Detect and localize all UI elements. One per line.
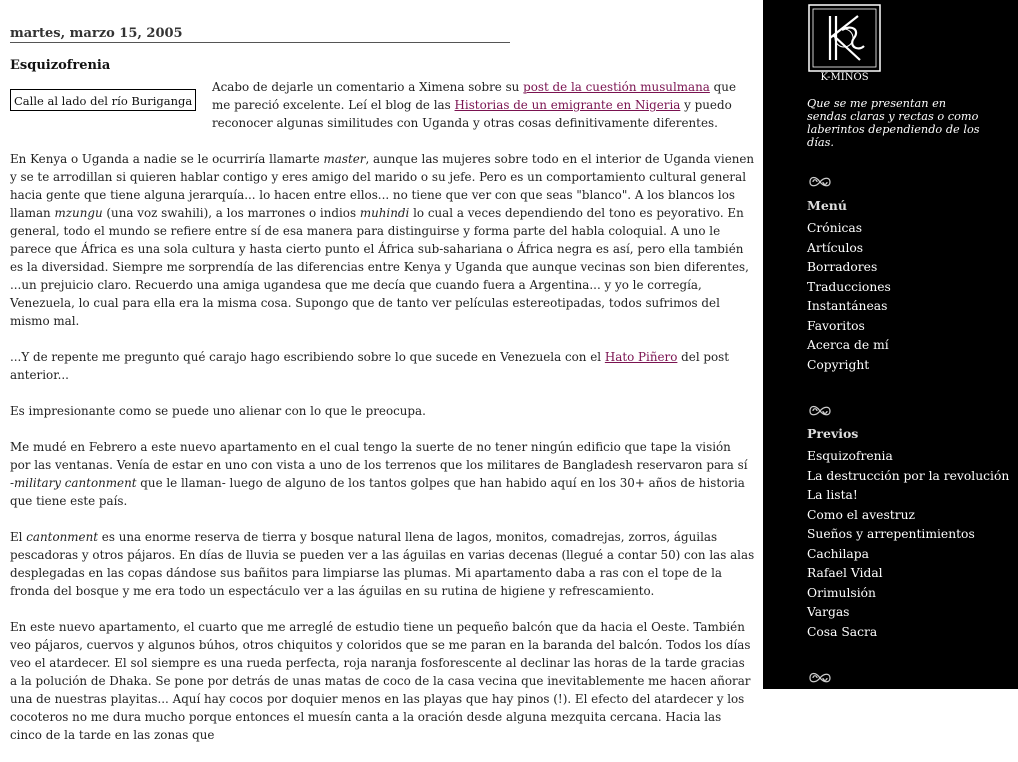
menu-heading: Menú (807, 198, 847, 213)
emphasis: cantonment (26, 530, 99, 544)
sidebar-previous-post-link[interactable]: Orimulsión (807, 585, 876, 600)
sidebar-menu-link[interactable]: Favoritos (807, 318, 865, 333)
logo-graphic (808, 4, 881, 82)
flourish-ornament-icon (807, 670, 833, 686)
post-paragraph-2 (10, 150, 755, 330)
flourish-ornament-icon (807, 403, 833, 419)
text-span: lo cual a veces dependiendo del tono es peyorativo. En general, todo el mundo se refiere entre sí de esa manera para distinguirse y forma parte del habla coloquial. A uno le parece que África es una sola cultura y hasta cierto punto el África sub-sahariana o África negra es así, pero ella también es la diversidad. Siempre me sorprendía de las diferencias entre Kenya y Uganda que aunque vecinas son bien diferentes, ...un prejuicio claro. Recuerdo una amiga ugandesa que me decía que cuando fuera a Argentina... y yo le corregía, Venezuela, lo cual para ella era la misma cosa. Supongo que de tanto ver películas estereotipadas, todos sufrimos del mismo mal. (10, 206, 749, 328)
text-span: que le llaman- luego de alguno de los tantos golpes que han habido aquí en los 30+ años de historia que tiene este país. (10, 476, 745, 508)
sidebar-previous-post-link[interactable]: Como el avestruz (807, 507, 915, 522)
previous-posts-heading: Previos (807, 426, 859, 441)
text-span: que me pareció excelente. Leí el blog de las (212, 80, 736, 112)
post-link-cuestion-musulmana[interactable]: post de la cuestión musulmana (523, 80, 710, 94)
text-span: Me mudé en Febrero a este nuevo apartamento en el cual tengo la suerte de no tener ningún edificio que tape la visión por las ventanas. Venía de estar en uno con vista a uno de los terrenos que los militares de Bangladesh reservaron para sí - (10, 440, 748, 490)
sidebar-menu-link[interactable]: Copyright (807, 357, 870, 372)
text-span: y puedo reconocer algunas similitudes con Uganda y otras cosas definitivamente diferentes. (212, 98, 732, 130)
post-body (10, 78, 755, 762)
sidebar-previous-post-link[interactable]: Esquizofrenia (807, 449, 893, 463)
post-paragraph-5 (10, 438, 755, 510)
sidebar-previous-post-link[interactable]: La lista! (807, 488, 858, 502)
sidebar-menu-link[interactable]: Artículos (807, 240, 864, 255)
sidebar-menu-link[interactable]: Borradores (807, 260, 878, 274)
sidebar-previous-post-link[interactable]: Rafael Vidal (807, 566, 883, 580)
logo-wordmark: K-MINOS (820, 72, 869, 83)
post-paragraph-4: Es impresionante como se puede uno alienar con lo que le preocupa. (10, 404, 426, 418)
date-header: martes, marzo 15, 2005 (10, 26, 510, 43)
sidebar-previous-post-link[interactable]: Cosa Sacra (807, 624, 878, 639)
post-paragraph-3 (10, 348, 755, 384)
post-paragraph-7: En este nuevo apartamento, el cuarto que me arreglé de estudio tiene un pequeño balcón que da hacia el Oeste. También veo pájaros, cuervos y algunos búhos, otros chiquitos y coloridos que se me paran en la baranda del balcón. Todos los días veo el atardecer. El sol siempre es una rueda perfecta, roja naranja fosforescente al declinar las horas de la tarde gracias a la polución de Dhaka. Se pone por detrás de unas matas de coco de la casa vecina que inevitablemente me hacen añorar una de nuestras playitas... Aquí hay cocos por doquier menos en las playas que hay pinos (!). El efecto del atardecer y los cocoteros no me dura mucho porque entonces el muesín canta a la oración desde alguna mezquita cercana. Hacia las cinco de la tarde en las zonas que (10, 620, 751, 742)
emphasis: military cantonment (14, 476, 137, 490)
k-minos-logo[interactable] (808, 4, 881, 82)
text-span: del post anterior... (10, 350, 730, 382)
sidebar-menu-link[interactable]: Crónicas (807, 221, 863, 235)
post-link-hato-pinero[interactable]: Hato Piñero (604, 350, 678, 364)
text-span: , aunque las mujeres sobre todo en el interior de Uganda vienen y se te arrodillan si quieren hablar contigo y eres amigo del marido o su jefe. Pero es un comportamiento cultural general hacia gente que tiene alguna jerarquía... lo hacen entre ellos... no tiene que ver con que seas "blanco". A los blancos los llaman (10, 152, 755, 220)
emphasis: muhindi (359, 206, 410, 220)
sidebar-menu-link[interactable]: Acerca de mí (807, 338, 889, 352)
emphasis: mzungu (54, 206, 103, 220)
flourish-ornament-icon (807, 174, 833, 190)
sidebar-previous-post-link[interactable]: Cachilapa (807, 546, 869, 561)
menu-list (807, 219, 891, 375)
text-span: Acabo de dejarle un comentario a Ximena sobre su (212, 80, 524, 94)
sidebar (763, 0, 1018, 689)
blog-tagline: Que se me presentan en sendas claras y rectas o como laberintos dependiendo de los días. (807, 97, 980, 149)
text-span: ...Y de repente me pregunto qué carajo hago escribiendo sobre lo que sucede en Venezuela con el (10, 350, 605, 364)
sidebar-menu-link[interactable]: Traducciones (807, 279, 891, 294)
text-span: En Kenya o Uganda a nadie se le ocurriría llamarte (10, 152, 324, 166)
text-span: El (10, 530, 27, 544)
post-link-historias-emigrante[interactable]: Historias de un emigrante en Nigeria (454, 98, 681, 112)
photo-caption-box[interactable]: Calle al lado del río Buriganga (10, 89, 196, 111)
emphasis: master (323, 152, 366, 166)
sidebar-previous-post-link[interactable]: La destrucción por la revolución (807, 468, 1010, 483)
previous-posts-list (807, 447, 1009, 642)
text-span: es una enorme reserva de tierra y bosque natural llena de lagos, monitos, comadrejas, zorros, águilas pescadoras y otros pájaros. En días de lluvia se pueden ver a las águilas en varias decenas (llegué a contar 50) con las alas desplegadas en las copas dándose sus bañitos para limpiarse las plumas. Mi apartamento daba a ras con el tope de la fronda del bosque y me era todo un espectáculo ver a las águilas en su rutina de higiene y refrescamiento. (10, 530, 755, 598)
post-paragraph-6 (10, 528, 755, 600)
sidebar-previous-post-link[interactable]: Sueños y arrepentimientos (807, 527, 975, 541)
text-span: (una voz swahili), a los marrones o indios (102, 206, 360, 220)
sidebar-previous-post-link[interactable]: Vargas (807, 605, 850, 619)
sidebar-menu-link[interactable]: Instantáneas (807, 299, 888, 313)
post-title[interactable]: Esquizofrenia (10, 58, 111, 73)
